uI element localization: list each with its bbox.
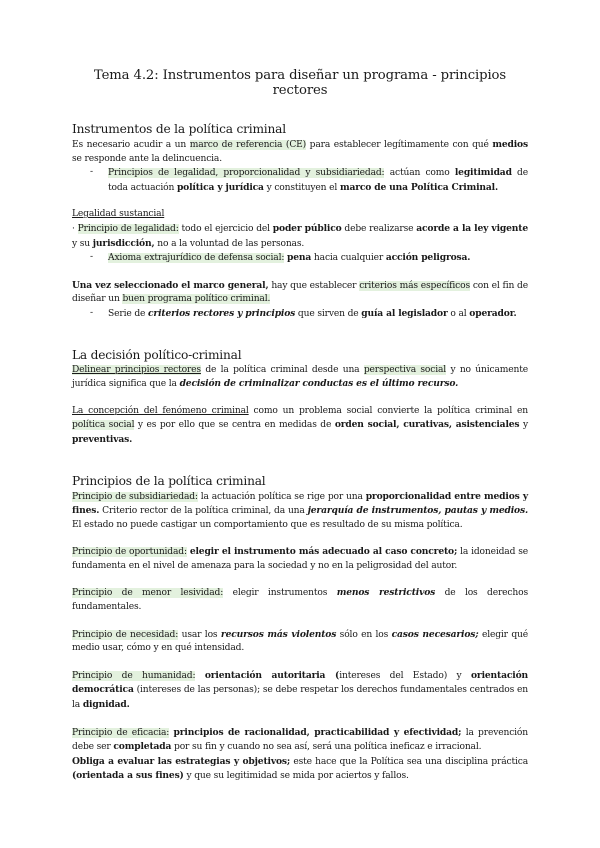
paragraph-necesidad: Principio de necesidad: usar los recursos más violentos sólo en los casos necesarios; elegir qué medio usar, cómo y en qué intensidad. — [72, 628, 528, 654]
paragraph-marco-general: Una vez seleccionado el marco general, hay que establecer criterios más específicos con el fin de diseñar un buen programa político criminal. — [72, 279, 529, 305]
paragraph-subsidiariedad: Principio de subsidiariedad: la actuación política se rige por una proporcionalidad entre medios y fines. Criterio rector de la política criminal, da una jerarquía de instrumentos, pautas y medios. El estado no puede castigar un comportamiento que es resultado de su misma política. — [72, 490, 528, 530]
bullet-list-principios — [72, 166, 528, 195]
paragraph-oportunidad: Principio de oportunidad: elegir el instrumento más adecuado al caso concreto; la idoneidad se fundamenta en el nivel de amenaza para la sociedad y no en la peligrosidad del autor. — [72, 546, 528, 571]
bullet-list-axioma — [72, 251, 528, 266]
paragraph-evaluar-estrategias: Obliga a evaluar las estrategias y objetivos; este hace que la Política sea una disciplina práctica (orientada a sus fines) y que su legitimidad se mida por aciertos y fallos. — [72, 755, 528, 782]
section-heading-decision: La decisión político-criminal — [72, 347, 242, 362]
paragraph-eficacia: Principio de eficacia: principios de racionalidad, practicabilidad y efectividad; la prevención debe ser completada por su fin y cuando no sea así, será una política ineficaz e irracional. — [72, 726, 528, 753]
document-page — [72, 68, 528, 784]
paragraph-menor-lesividad: Principio de menor lesividad: elegir instrumentos menos restrictivos de los derechos fundamentales. — [72, 587, 528, 613]
list-item: - Serie de criterios rectores y principios que sirven de guía al legislador o al operador. — [72, 307, 528, 322]
section-heading-instrumentos: Instrumentos de la política criminal — [72, 122, 286, 136]
subheading-legalidad-sustancial: Legalidad sustancial — [72, 209, 165, 220]
list-item: - Principios de legalidad, proporcionalidad y subsidiariedad: actúan como legitimidad de toda actuación política y jurídica y constituyen el marco de una Política Criminal. — [72, 166, 528, 195]
list-item: - Axioma extrajurídico de defensa social: pena hacia cualquier acción peligrosa. — [72, 251, 528, 266]
paragraph-humanidad: Principio de humanidad: orientación autoritaria (intereses del Estado) y orientación democrática (intereses de las personas); se debe respetar los derechos fundamentales centrados en la dignidad. — [72, 669, 528, 711]
paragraph-concepcion-fenomeno: La concepción del fenómeno criminal como un problema social convierte la política criminal en política social y es por ello que se centra en medidas de orden social, curativas, asistenciales y preventivas. — [72, 405, 528, 445]
paragraph-principio-legalidad: · Principio de legalidad: todo el ejercicio del poder público debe realizarse acorde a la ley vigente y su jurisdicción, no a la voluntad de las personas. — [72, 222, 528, 249]
paragraph-delinear-principios: Delinear principios rectores de la política criminal desde una perspectiva social y no únicamente jurídica significa que la decisión de criminalizar conductas es el último recurso. — [72, 364, 528, 390]
document-title: Tema 4.2: Instrumentos para diseñar un programa - principios rectores — [93, 68, 507, 98]
section-heading-principios: Principios de la política criminal — [72, 473, 266, 488]
paragraph-marco-referencia: Es necesario acudir a un marco de referencia (CE) para establecer legítimamente con qué medios se responde ante la delincuencia. — [72, 139, 528, 164]
bullet-list-criterios — [72, 307, 528, 322]
